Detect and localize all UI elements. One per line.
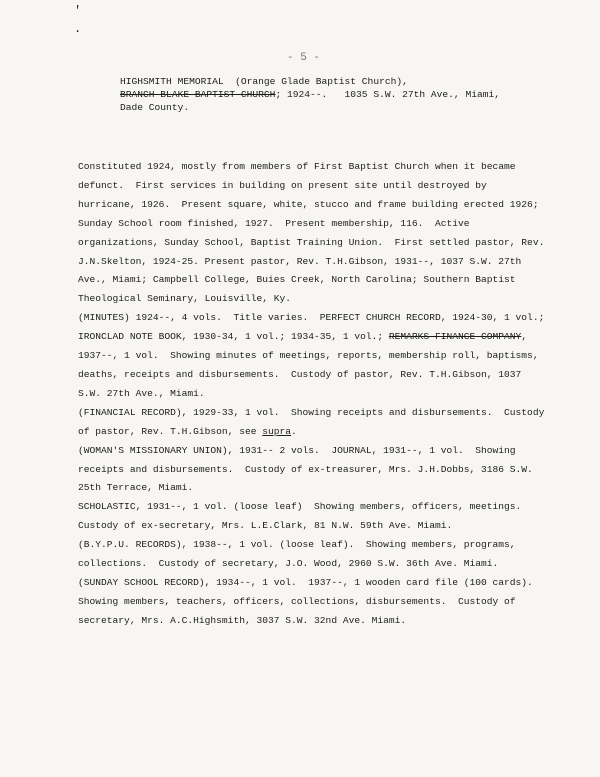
header-line-2-rest: ; 1924--. 1035 S.W. 27th Ave., Miami, xyxy=(275,89,500,100)
header-struck-text: BRANCH BLAKE BAPTIST CHURCH xyxy=(120,89,276,100)
paragraph-bypu: (B.Y.P.U. RECORDS), 1938--, 1 vol. (loose leaf). Showing members, programs, collections. Custody of secretary, J.O. Wood, 2960 S.W. 36th Ave. Miami. xyxy=(78,539,522,570)
paragraph-financial xyxy=(78,404,551,442)
margin-mark-1: ' xyxy=(74,4,82,18)
paragraph-sunday-school: (SUNDAY SCHOOL RECORD), 1934--, 1 vol. 1937--, 1 wooden card file (100 cards). Showing members, teachers, officers, collections, disbursements. Custody of secretary, Mrs. A.C.Highsmith, 3037 S.W. 32nd Ave. Miami. xyxy=(78,576,539,626)
header-line-1: HIGHSMITH MEMORIAL (Orange Glade Baptist Church), xyxy=(120,76,408,87)
document-body xyxy=(78,158,551,631)
ironclad-post: , 1937--, 1 vol. Showing minutes of meetings, reports, membership roll, baptisms, deaths, receipts and disbursements. Custody of pastor, Rev. T.H.Gibson, 1037 S.W. 27th Ave., Miami. xyxy=(78,331,545,399)
header-line-3: Dade County. xyxy=(120,102,190,113)
paragraph-ironclad xyxy=(78,328,548,404)
financial-underlined: supra xyxy=(262,425,292,437)
header-line-2 xyxy=(120,89,500,100)
paragraph-minutes: (MINUTES) 1924--, 4 vols. Title varies. PERFECT CHURCH RECORD, 1924-30, 1 vol.; xyxy=(78,312,545,324)
paragraph-history: Constituted 1924, mostly from members of First Baptist Church when it became defunct. First services in building on present site until destroyed by hurricane, 1926. Present square, white, stucco and frame building erected 1926; Sunday School room finished, 1927. Present membership, 116. Active organizations, Sunday School, Baptist Training Union. First settled pastor, Rev. J.N.Skelton, 1924-25. Present pastor, Rev. T.H.Gibson, 1931--, 1037 S.W. 27th Ave., Miami; Campbell College, Buies Creek, North Carolina; Southern Baptist Theological Seminary, Louisville, Ky. xyxy=(78,161,551,305)
paragraph-wmu: (WOMAN'S MISSIONARY UNION), 1931-- 2 vols. JOURNAL, 1931--, 1 vol. Showing receipts and disbursements. Custody of ex-treasurer, Mrs. J.H.Dobbs, 3186 S.W. 25th Terrace, Miami. xyxy=(78,444,539,494)
margin-mark-2: . xyxy=(74,22,82,36)
paragraph-scholastic: SCHOLASTIC, 1931--, 1 vol. (loose leaf) Showing members, officers, meetings. Custody of ex-secretary, Mrs. L.E.Clark, 81 N.W. 59th Ave. Miami. xyxy=(78,501,533,532)
financial-pre: (FINANCIAL RECORD), 1929-33, 1 vol. Showing receipts and disbursements. Custody of pastor, Rev. T.H.Gibson, see xyxy=(78,406,551,437)
page-number: - 5 - xyxy=(287,52,321,64)
ironclad-struck: REMARKS FINANCE COMPANY xyxy=(388,331,522,343)
ironclad-pre: IRONCLAD NOTE BOOK, 1930-34, 1 vol.; 1934-35, 1 vol.; xyxy=(78,331,389,343)
financial-post: . xyxy=(291,425,297,437)
